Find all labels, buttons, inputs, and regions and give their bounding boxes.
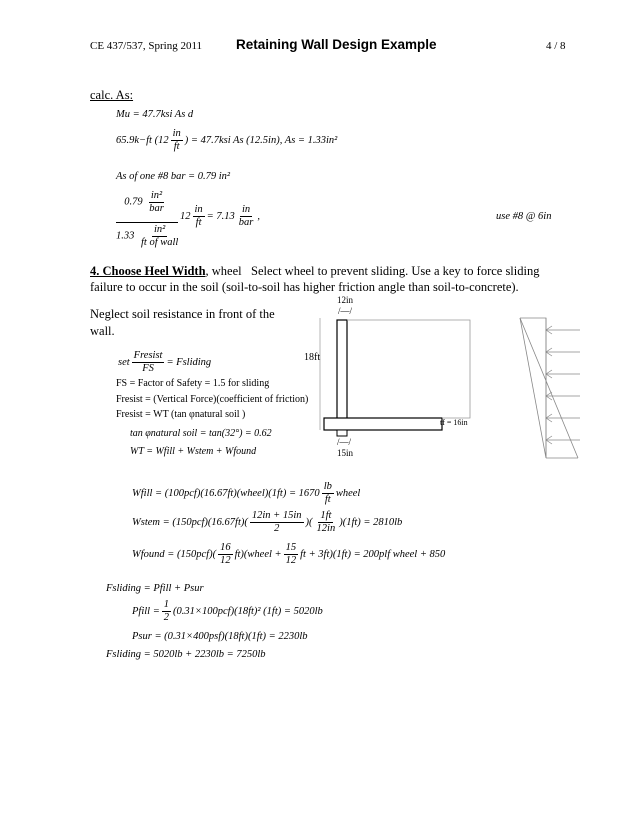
wfill-frac-den: ft [324,493,331,505]
w-heel-label: , wheel [205,264,242,278]
wstem-f1-den: 2 [274,522,280,534]
spacing-num-unit-bot: bar [149,202,164,214]
pressure-hypotenuse [520,318,578,458]
page-title: Retaining Wall Design Example [236,37,437,52]
wstem-f1-num: 12in + 15in [251,510,302,521]
wfill-fraction [322,481,334,505]
neglect-line2: wall. [90,324,115,338]
height-label: 18ft [304,352,321,363]
wfound-f1-num: 16 [220,542,231,553]
pressure-arrows [546,326,580,444]
soil-outline [347,320,470,418]
top-dim-label: 12in [337,295,354,305]
wfill-line: Wfill = (100pcf)(16.67ft)(wheel)(1ft) = 1670 [132,487,320,499]
spacing-num-val: 0.79 [124,196,143,208]
mu-equation: Mu = 47.7ksi As d [116,109,194,120]
pfill-f-den: 2 [163,611,170,623]
spacing-den-unit [139,224,180,248]
wfound-f1-den: 12 [220,554,231,566]
wfound-right: ft + 3ft)(1ft) = 200plf wheel + 850 [300,548,446,560]
set-num: Fresist [133,350,163,361]
wfill-equation [132,481,360,505]
wfound-left: Wfound = (150pcf)( [132,548,217,560]
set-label: set [118,356,130,368]
wfound-f2 [284,542,299,566]
wall-stem [337,320,347,430]
set-fraction [132,350,165,374]
wstem-equation: Wstem = (150pcf)(16.67ft)( $\frac{12in + 15in}{2}$ )( $\frac{1ft}{12in}$ )(1ft) = 2810lb [132,510,403,534]
fsliding-total: Fsliding = 5020lb + 2230lb = 7250lb [106,649,266,660]
wstem-f2-num: 1ft [320,510,332,521]
as-eq-fraction [171,128,183,152]
as-equation [116,128,337,152]
heel-intro-2: failure to occur in the soil (soil-to-soil has higher friction angle than soil-to-concrete). [90,280,519,294]
wstem-f2-den: 12in [316,522,336,534]
psur-line: Psur = (0.31×400psf)(18ft)(1ft) = 2230lb [132,631,308,642]
heel-intro-1: Select wheel to prevent sliding. Use a key to force sliding [251,264,540,278]
as-eq-frac-den: ft [173,140,180,152]
wfill-tail: wheel [335,487,361,499]
pfill-equation [132,599,323,623]
use-bar-note: use #8 @ 6in [496,211,552,222]
as-one-bar: As of one #8 bar = 0.79 in² [116,171,231,182]
wt-line: WT = Wfill + Wstem + Wfound [130,446,257,457]
spacing-tail: 12 $\frac{in}{ft}$ = 7.13 $\frac{in}{\text{bar}}$ , [180,204,260,228]
page-number: 4 / 8 [546,40,566,52]
spacing-num-unit [147,190,166,214]
course-label: CE 437/537, Spring 2011 [90,40,203,52]
wfound-mid: ft)(wheel + [234,548,282,560]
spacing-result: = 7.13 [206,210,235,222]
spacing-main-bar [116,222,178,223]
wstem-right: )(1ft) = 2810lb [339,516,403,528]
wfound-f2-den: 12 [285,554,297,566]
top-dim-symbol: /—/ [338,306,353,316]
heel-heading: 4. Choose Heel Width [90,264,206,278]
fresist-line: Fresist = (Vertical Force)(coefficient of friction) [116,394,309,405]
as-eq-left: 65.9k−ft (12 [116,134,169,146]
spacing-f1 [193,204,205,228]
wstem-f2 [315,510,338,534]
fsliding-line: Fsliding = Pfill + Psur [106,583,204,594]
wstem-left: Wstem = (150pcf)(16.67ft)( [132,516,248,528]
calc-heading: calc. As: [90,88,134,102]
retaining-wall-diagram [290,290,620,460]
spacing-mid: 12 [180,210,191,222]
spacing-den-unit-top: in² [154,224,166,235]
thickness-label: tf = 16in [440,418,468,427]
tan-line: tan φnatural soil = tan(32°) = 0.62 [130,428,272,439]
bottom-dim-label: 15in [337,448,354,458]
spacing-f2 [237,204,256,228]
pfill-fraction [162,599,171,623]
wfill-frac-num: lb [323,481,332,492]
neglect-line1: Neglect soil resistance in front of the [90,307,275,321]
spacing-f2-num: in [241,204,251,215]
spacing-f1-num: in [194,204,203,215]
wfound-f1 [218,542,233,566]
pfill-right: (0.31×100pcf)(18ft)² (1ft) = 5020lb [173,605,323,617]
fs-line: FS = Factor of Safety = 1.5 for sliding [116,378,270,389]
pfill-left: Pfill = [132,605,160,617]
spacing-f2-den: bar [238,216,254,228]
wstem-f1 [250,510,304,534]
wall-footing [324,418,442,430]
spacing-f1-den: ft [195,216,202,228]
spacing-numerator [116,190,176,214]
set-den: FS [142,362,154,374]
spacing-den-val: 1.33 [116,230,135,242]
bottom-dim-symbol: /—/ [337,437,352,447]
heel-intro-line1 [90,264,539,279]
spacing-den-unit-bot: ft of wall [141,236,179,248]
pressure-triangle [520,318,546,458]
footing-key [337,430,347,436]
set-equation [118,350,211,374]
as-eq-frac-num: in [172,128,181,139]
fresist-line2: Fresist = WT (tan φnatural soil ) [116,409,246,420]
pfill-f-num: 1 [163,599,170,610]
set-rhs: = Fsliding [166,356,212,368]
wfound-equation [132,542,445,566]
as-eq-right: ) = 47.7ksi As (12.5in), As = 1.33in² [184,134,338,146]
spacing-num-unit-top: in² [150,190,163,201]
wfound-f2-num: 15 [285,542,297,553]
